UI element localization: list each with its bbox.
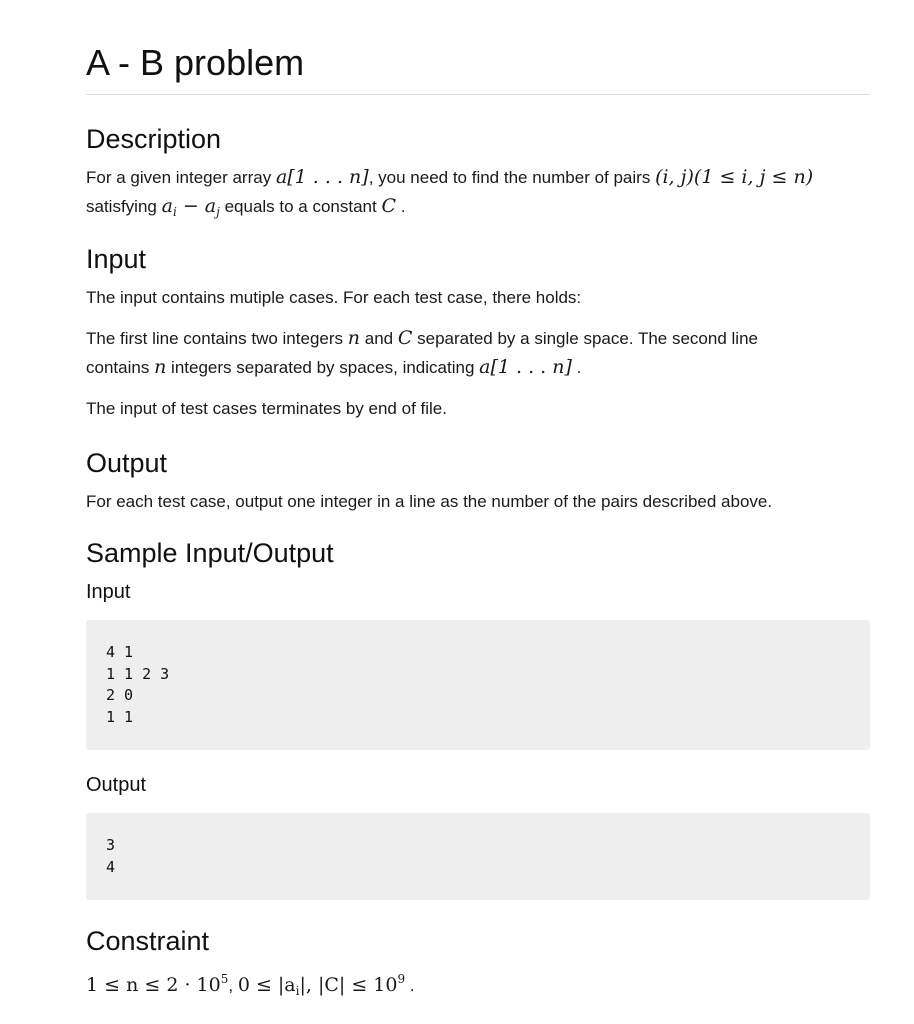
input-section — [86, 244, 870, 423]
description-heading: Description — [86, 124, 222, 154]
diff-a-j — [205, 195, 220, 217]
constraint-n-base: 1 ≤ n ≤ 2 · 10 — [86, 974, 221, 996]
input-p2-a: The first line contains two integers — [86, 329, 344, 348]
pair-math: (i, j)(1 ≤ i, j ≤ n) — [655, 166, 814, 188]
constant-c: C — [381, 195, 397, 217]
array-ref-math: a[1 . . . n] — [275, 166, 369, 188]
description-line1-b: , you need to find the number of pairs — [368, 168, 651, 187]
input-period: . — [576, 358, 582, 377]
minus-sign: − — [176, 195, 205, 217]
input-heading: Input — [86, 244, 147, 274]
sample-section — [86, 538, 870, 900]
input-p2-and: and — [364, 329, 394, 348]
constraint-comma: , — [228, 976, 238, 995]
constraint-heading: Constraint — [86, 926, 210, 956]
constraint-period: . — [409, 976, 415, 995]
diff-sub-i: i — [172, 205, 177, 219]
input-p2-b: separated by a single space. The second line — [417, 329, 758, 348]
diff-a-j-base: a — [204, 195, 217, 217]
input-text-1: The input contains mutiple cases. For each test case, there holds: — [86, 288, 582, 307]
description-line1-a: For a given integer array — [86, 168, 272, 187]
description-period: . — [400, 197, 406, 216]
input-text-2 — [86, 324, 870, 382]
constraint-section — [86, 926, 870, 1006]
description-line2-b: equals to a constant — [224, 197, 377, 216]
description-section — [86, 124, 870, 227]
description-text — [86, 163, 870, 227]
constraint-a-base: 0 ≤ |a — [237, 974, 296, 996]
constraint-n — [86, 974, 228, 996]
sample-output-label: Output — [86, 774, 147, 796]
output-heading: Output — [86, 448, 168, 478]
page-title: A - B problem — [86, 0, 870, 95]
constraint-a-rest: |, |C| ≤ 10 — [299, 974, 398, 996]
output-section — [86, 448, 870, 516]
sample-input-code: 4 1 1 1 2 3 2 0 1 1 — [86, 620, 870, 750]
diff-sub-j: j — [216, 205, 220, 219]
diff-a-i — [162, 195, 177, 217]
constraint-a — [238, 974, 405, 996]
constraint-text — [86, 965, 870, 1006]
var-n: n — [347, 327, 360, 349]
constraint-a-exp: 9 — [397, 972, 406, 986]
input-p2-d: integers separated by spaces, indicating — [171, 358, 475, 377]
diff-a-i-base: a — [161, 195, 173, 217]
sample-output-code: 3 4 — [86, 813, 870, 900]
description-line2-a: satisfying — [86, 197, 157, 216]
constraint-n-exp: 5 — [220, 972, 229, 986]
input-array-ref: a[1 . . . n] — [479, 356, 572, 378]
constraint-a-sub: i — [295, 984, 300, 998]
var-n-2: n — [154, 356, 167, 378]
output-text: For each test case, output one integer in a line as the number of the pairs described above. — [86, 492, 773, 511]
sample-heading: Sample Input/Output — [86, 538, 334, 568]
input-text-3: The input of test cases terminates by end of file. — [86, 399, 447, 418]
var-c: C — [397, 327, 413, 349]
input-p2-c: contains — [86, 358, 150, 377]
sample-input-label: Input — [86, 581, 131, 603]
